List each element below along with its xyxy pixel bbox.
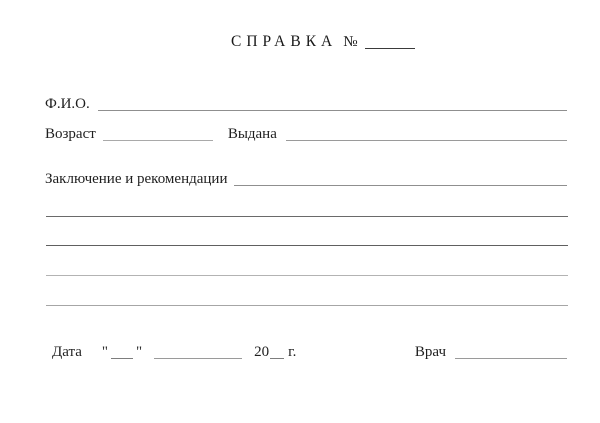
form-title-row [231, 33, 415, 51]
fio-fill-line [98, 106, 567, 111]
fio-label: Ф.И.О. [45, 96, 90, 112]
number-fill-line [365, 44, 415, 49]
ruled-line-2 [46, 245, 568, 246]
age-label: Возраст [45, 126, 96, 142]
year-suffix: г. [288, 344, 297, 360]
conclusion-row [45, 171, 567, 188]
conclusion-label: Заключение и рекомендации [45, 171, 228, 187]
age-fill-line [103, 136, 213, 141]
year-prefix: 20 [254, 344, 270, 360]
issued-fill-line [286, 136, 567, 141]
date-quote-open: " [101, 344, 109, 360]
ruled-line-4 [46, 305, 568, 306]
form-title: СПРАВКА [231, 33, 338, 50]
doctor-label: Врач [414, 344, 446, 360]
date-label: Дата [52, 344, 82, 360]
doctor-fill-line [455, 354, 567, 359]
number-sign: № [343, 34, 358, 50]
fio-row [45, 96, 567, 113]
year-fill-line [270, 354, 284, 359]
date-doctor-row [52, 344, 567, 361]
age-issued-row [45, 126, 567, 143]
ruled-line-1 [46, 216, 568, 217]
date-day-fill-line [111, 354, 133, 359]
conclusion-fill-line [234, 181, 567, 186]
issued-label: Выдана [227, 126, 277, 142]
date-quote-close: " [136, 344, 143, 360]
ruled-line-3 [46, 275, 568, 276]
date-month-fill-line [154, 354, 242, 359]
